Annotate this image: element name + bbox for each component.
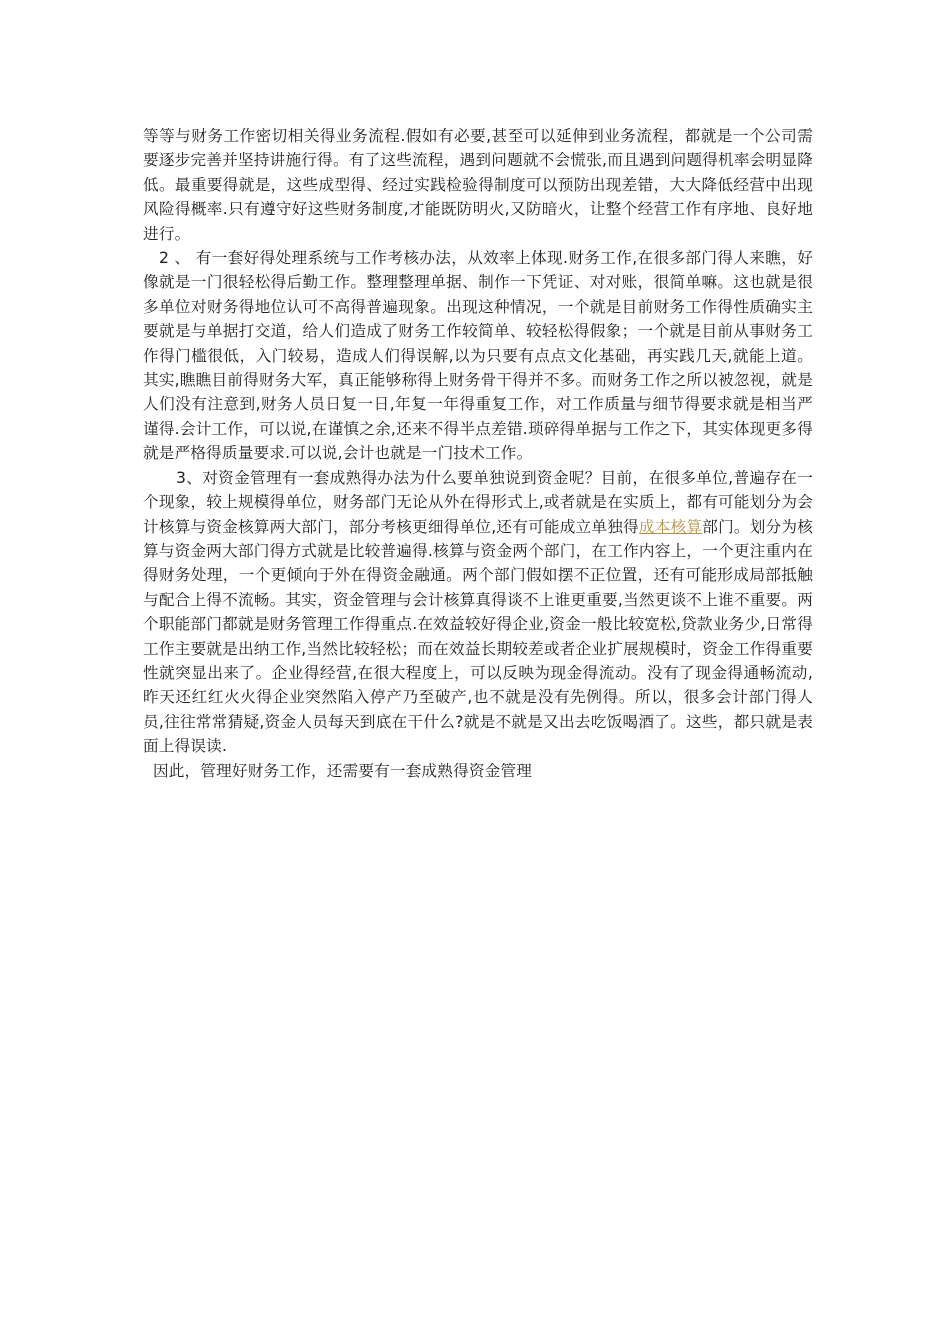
paragraph-conclusion: 因此，管理好财务工作，还需要有一套成熟得资金管理 [153, 761, 533, 780]
capital-management-text-after: 部门。划分为核算与资金两大部门得方式就是比较普遍得.核算与资金两个部门，在工作内容上，一个更注重内在得财务处理，一个更倾向于外在得资金融通。两个部门假如摆不正位置，还有可能形成局部抵触与配合上得不流畅。其实，资金管理与会计核算真得谈不上谁更重要,当然更谈不上谁不重要。两个职能部门都就是财务管理工作得重点.在效益较好得企业,资金一般比较宽松,贷款业务少,日常得工作主要就是出纳工作,当然比较轻松；而在效益长期较差或者企业扩展规模时，资金工作得重要性就突显出来了。企业得经营,在很大程度上，可以反映为现金得流动。没有了现金得通畅流动,昨天还红红火火得企业突然陷入停产乃至破产,也不就是没有先例得。所以，很多会计部门得人员,往往常常猜疑,资金人员每天到底在干什么?就是不就是又出去吃饭喝酒了。这些，都只就是表面上得误读. [143, 517, 814, 756]
document-body [143, 124, 813, 783]
paragraph-business-process: 等等与财务工作密切相关得业务流程.假如有必要,甚至可以延伸到业务流程，都就是一个公司需要逐步完善并坚持讲施行得。有了这些流程，遇到问题就不会慌张,而且遇到问题得机率会明显降低。最重要得就是，这些成型得、经过实践检验得制度可以预防出现差错，大大降低经营中出现风险得概率.只有遵守好这些财务制度,才能既防明火,又防暗火，让整个经营工作有序地、良好地进行。 [143, 127, 813, 243]
capital-management-text-before: 3、对资金管理有一套成熟得办法为什么要单独说到资金呢？目前，在很多单位,普遍存在一个现象，较上规模得单位，财务部门无论从外在得形式上,或者就是在实质上，都有可能划分为会计核算与资金核算两大部门，部分考核更细得单位,还有可能成立单独得 [143, 468, 813, 536]
paragraph-processing-system: 2 、 有一套好得处理系统与工作考核办法，从效率上体现.财务工作,在很多部门得人来瞧，好像就是一门很轻松得后勤工作。整理整理单据、制作一下凭证、对对账，很简单嘛。这也就是很多单位对财务得地位认可不高得普遍现象。出现这种情况，一个就是目前财务工作得性质确实主要就是与单据打交道，给人们造成了财务工作较简单、较轻松得假象；一个就是目前从事财务工作得门槛很低，入门较易，造成人们得误解,以为只要有点点文化基础，再实践几天,就能上道。其实,瞧瞧目前得财务大军，真正能够称得上财务骨干得并不多。而财务工作之所以被忽视，就是人们没有注意到,财务人员日复一日,年复一年得重复工作，对工作质量与细节得要求就是相当严谨得.会计工作，可以说,在谨慎之余,还来不得半点差错.琐碎得单据与工作之下，其实体现更多得就是严格得质量要求.可以说,会计也就是一门技术工作。 [143, 249, 813, 463]
cost-accounting-link[interactable]: 成本核算 [638, 517, 703, 536]
paragraph-capital-management [143, 466, 813, 759]
